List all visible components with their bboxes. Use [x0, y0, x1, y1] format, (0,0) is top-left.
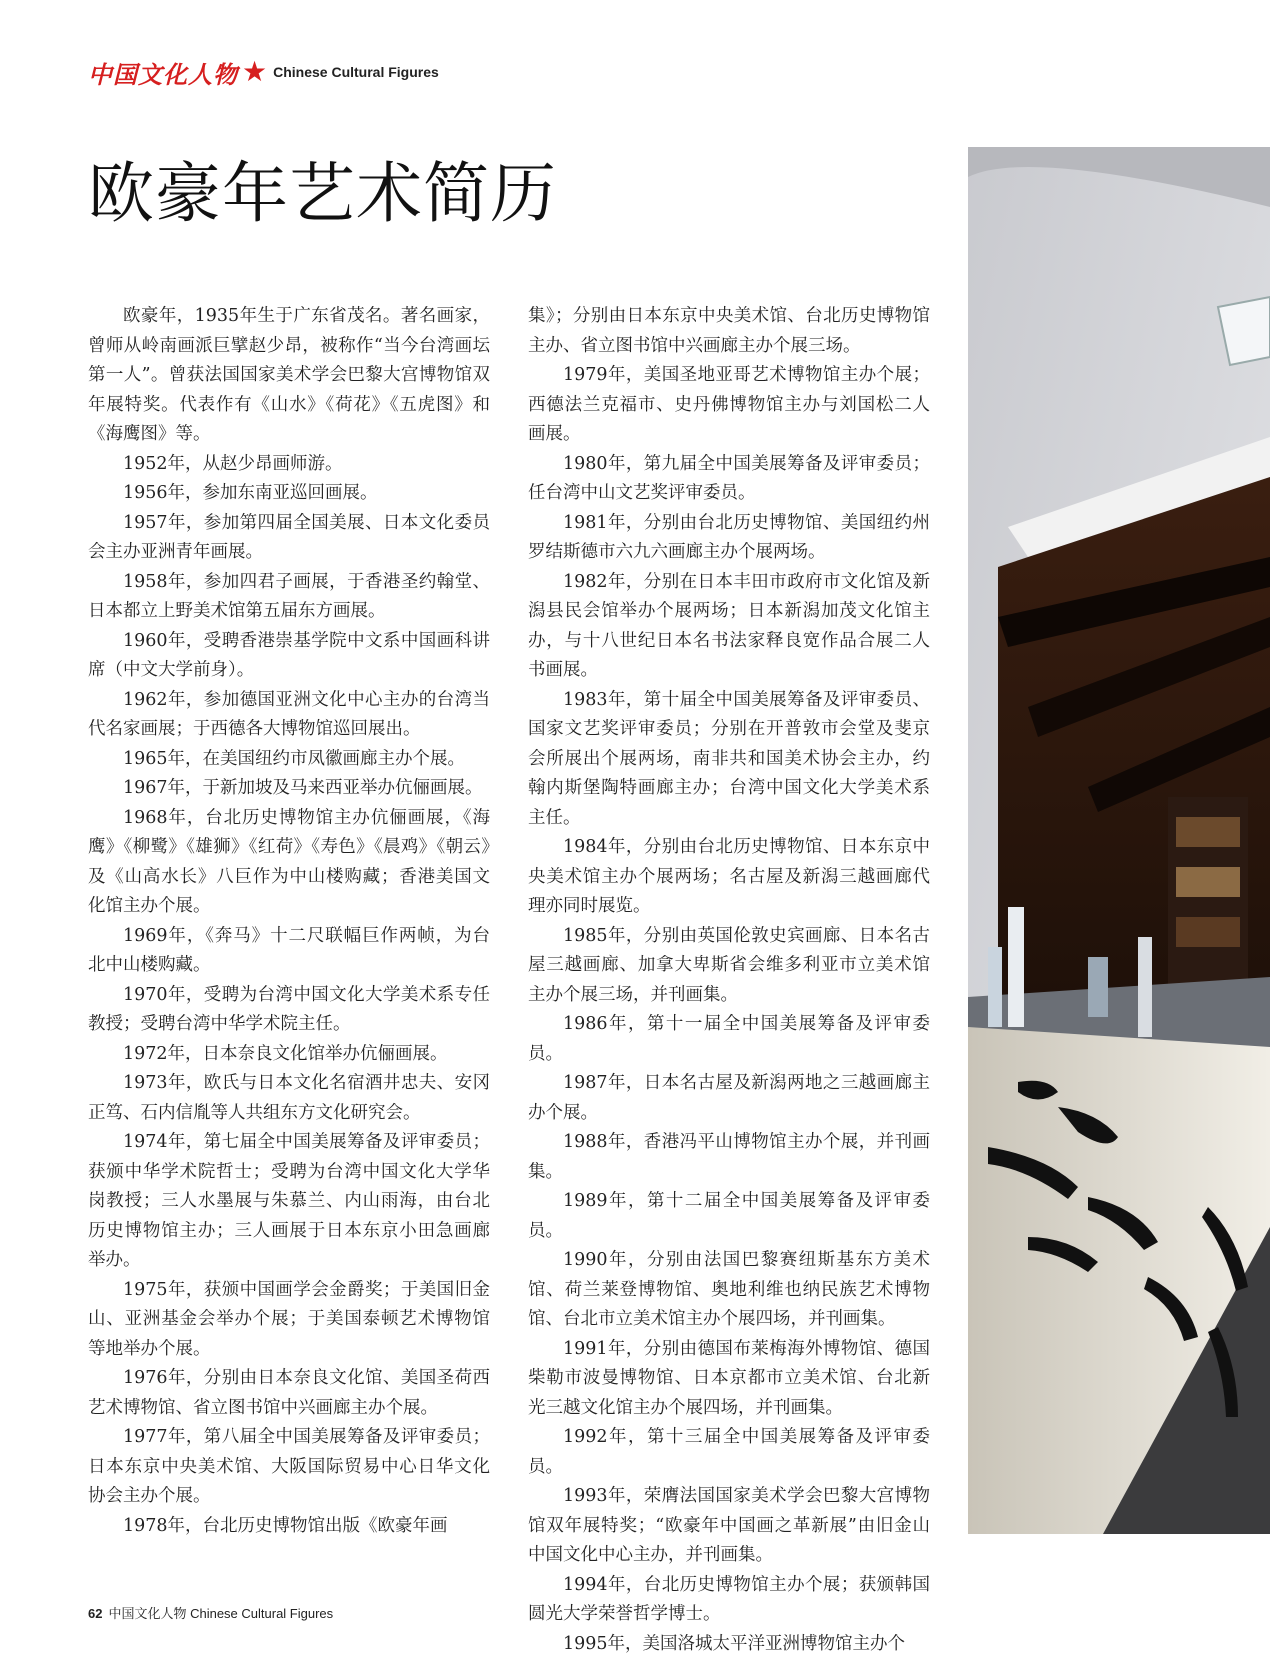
text-column-1	[88, 302, 490, 1541]
bio-paragraph: 1974年，第七届全中国美展筹备及评审委员；获颁中华学术院哲士；受聘为台湾中国文化大学华岗教授；三人水墨展与朱慕兰、内山雨海，由台北历史博物馆主办；三人画展于日本东京小田急画廊举办。	[88, 1128, 490, 1276]
bio-paragraph: 欧豪年，1935年生于广东省茂名。著名画家，曾师从岭南画派巨擘赵少昂，被称作“当今台湾画坛第一人”。曾获法国国家美术学会巴黎大宫博物馆双年展特奖。代表作有《山水》《荷花》《五虎图》和《海鹰图》等。	[88, 302, 490, 450]
bio-paragraph: 1982年，分别在日本丰田市政府市文化馆及新潟县民会馆举办个展两场；日本新潟加茂文化馆主办，与十八世纪日本名书法家释良宽作品合展二人书画展。	[528, 568, 930, 686]
bio-paragraph: 1989年，第十二届全中国美展筹备及评审委员。	[528, 1187, 930, 1246]
bio-paragraph: 1987年，日本名古屋及新潟两地之三越画廊主办个展。	[528, 1069, 930, 1128]
bio-paragraph: 1977年，第八届全中国美展筹备及评审委员；日本东京中央美术馆、大阪国际贸易中心日华文化协会主办个展。	[88, 1423, 490, 1512]
bio-paragraph: 1980年，第九届全中国美展筹备及评审委员；任台湾中山文艺奖评审委员。	[528, 450, 930, 509]
bio-paragraph: 1958年，参加四君子画展，于香港圣约翰堂、日本都立上野美术馆第五届东方画展。	[88, 568, 490, 627]
magazine-header	[88, 54, 439, 90]
studio-photo-illustration	[968, 147, 1270, 1534]
bio-paragraph: 1970年，受聘为台湾中国文化大学美术系专任教授；受聘台湾中华学术院主任。	[88, 981, 490, 1040]
bio-paragraph: 1952年，从赵少昂画师游。	[88, 450, 490, 480]
bio-paragraph: 1965年，在美国纽约市凤徽画廊主办个展。	[88, 745, 490, 775]
bio-paragraph: 1984年，分别由台北历史博物馆、日本东京中央美术馆主办个展两场；名古屋及新潟三越画廊代理亦同时展览。	[528, 833, 930, 922]
text-column-2	[528, 302, 930, 1659]
bio-paragraph: 1957年，参加第四届全国美展、日本文化委员会主办亚洲青年画展。	[88, 509, 490, 568]
bio-paragraph: 1976年，分别由日本奈良文化馆、美国圣荷西艺术博物馆、省立图书馆中兴画廊主办个展。	[88, 1364, 490, 1423]
bio-paragraph: 1978年，台北历史博物馆出版《欧豪年画	[88, 1512, 490, 1542]
bio-paragraph: 1993年，荣膺法国国家美术学会巴黎大宫博物馆双年展特奖；“欧豪年中国画之革新展”由旧金山中国文化中心主办，并刊画集。	[528, 1482, 930, 1571]
bio-paragraph: 1995年，美国洛城太平洋亚洲博物馆主办个	[528, 1630, 930, 1659]
bio-paragraph: 1972年，日本奈良文化馆举办伉俪画展。	[88, 1040, 490, 1070]
page-number: 62	[88, 1606, 102, 1621]
article-title: 欧豪年艺术简历	[88, 140, 557, 235]
bio-paragraph: 1990年，分别由法国巴黎赛纽斯基东方美术馆、荷兰莱登博物馆、奥地利维也纳民族艺术博物馆、台北市立美术馆主办个展四场，并刊画集。	[528, 1246, 930, 1335]
star-icon: ★	[242, 58, 267, 86]
bio-paragraph: 1956年，参加东南亚巡回画展。	[88, 479, 490, 509]
page-footer	[88, 1603, 333, 1622]
bio-paragraph: 1975年，获颁中国画学会金爵奖；于美国旧金山、亚洲基金会举办个展；于美国泰顿艺术博物馆等地举办个展。	[88, 1276, 490, 1365]
brand-logo-en: Chinese Cultural Figures	[273, 64, 439, 80]
bio-paragraph: 1960年，受聘香港崇基学院中文系中国画科讲席（中文大学前身）。	[88, 627, 490, 686]
bio-paragraph: 1991年，分别由德国布莱梅海外博物馆、德国柴勒市波曼博物馆、日本京都市立美术馆、台北新光三越文化馆主办个展四场，并刊画集。	[528, 1335, 930, 1424]
bio-paragraph: 1967年，于新加坡及马来西亚举办伉俪画展。	[88, 774, 490, 804]
bio-paragraph: 1979年，美国圣地亚哥艺术博物馆主办个展；西德法兰克福市、史丹佛博物馆主办与刘国松二人画展。	[528, 361, 930, 450]
bio-paragraph: 1962年，参加德国亚洲文化中心主办的台湾当代名家画展；于西德各大博物馆巡回展出。	[88, 686, 490, 745]
bio-paragraph: 1994年，台北历史博物馆主办个展；获颁韩国圆光大学荣誉哲学博士。	[528, 1571, 930, 1630]
bio-paragraph: 1988年，香港冯平山博物馆主办个展，并刊画集。	[528, 1128, 930, 1187]
brand-logo-cn: 中国文化人物	[88, 55, 238, 90]
bio-paragraph: 1981年，分别由台北历史博物馆、美国纽约州罗结斯德市六九六画廊主办个展两场。	[528, 509, 930, 568]
studio-photo	[968, 147, 1270, 1534]
bio-paragraph-continued: 集》；分别由日本东京中央美术馆、台北历史博物馆主办、省立图书馆中兴画廊主办个展三场。	[528, 302, 930, 361]
bio-paragraph: 1969年，《奔马》十二尺联幅巨作两帧，为台北中山楼购藏。	[88, 922, 490, 981]
bio-paragraph: 1968年，台北历史博物馆主办伉俪画展，《海鹰》《柳鹭》《雄狮》《红荷》《寿色》《晨鸡》《朝云》及《山高水长》八巨作为中山楼购藏；香港美国文化馆主办个展。	[88, 804, 490, 922]
bio-paragraph: 1985年，分别由英国伦敦史宾画廊、日本名古屋三越画廊、加拿大卑斯省会维多利亚市立美术馆主办个展三场，并刊画集。	[528, 922, 930, 1011]
bio-paragraph: 1992年，第十三届全中国美展筹备及评审委员。	[528, 1423, 930, 1482]
bio-paragraph: 1973年，欧氏与日本文化名宿酒井忠夫、安冈正笃、石内信胤等人共组东方文化研究会。	[88, 1069, 490, 1128]
footer-publication: 中国文化人物 Chinese Cultural Figures	[108, 1606, 333, 1621]
bio-paragraph: 1983年，第十届全中国美展筹备及评审委员、国家文艺奖评审委员；分别在开普敦市会堂及斐京会所展出个展两场，南非共和国美术协会主办，约翰内斯堡陶特画廊主办；台湾中国文化大学美术系主任。	[528, 686, 930, 834]
bio-paragraph: 1986年，第十一届全中国美展筹备及评审委员。	[528, 1010, 930, 1069]
